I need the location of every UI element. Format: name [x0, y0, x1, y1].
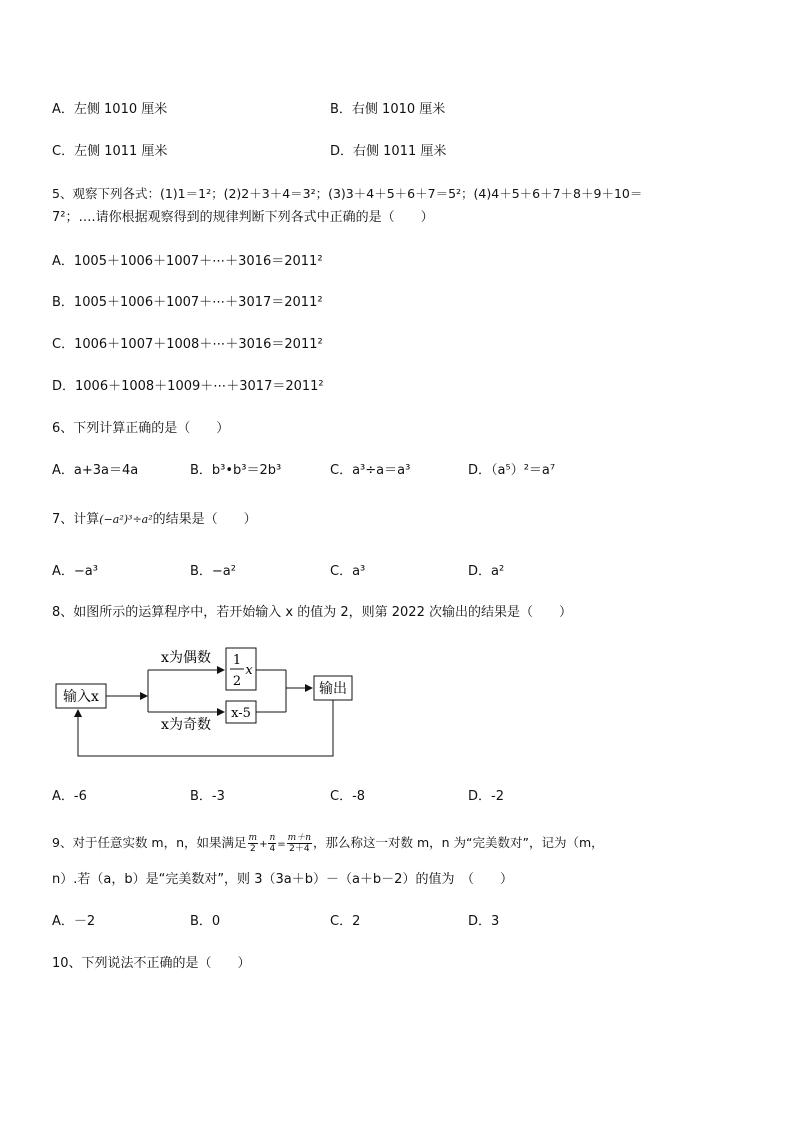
q8-flowchart: [50, 640, 360, 765]
q9-fraction-m2: [248, 833, 259, 854]
q4-option-c: [52, 142, 167, 162]
q5-stem-line2: 7²；….请你根据观察得到的规律判断下列各式中正确的是（ ）: [52, 210, 434, 225]
q7-option-b: B．−a²: [190, 564, 236, 579]
q4-option-a: [52, 100, 167, 120]
fraction-denominator: 2＋4: [289, 844, 310, 854]
q8-option-d: D．-2: [468, 789, 504, 804]
option-text: 右侧 1010 厘米: [351, 102, 446, 117]
q9-option-d: D．3: [468, 914, 500, 929]
q7-stem-prefix: 7、计算: [52, 512, 100, 527]
q7-option-c: C．a³: [330, 564, 366, 579]
q7-option-d: D．a²: [468, 564, 505, 579]
q5-option-b: B．1005＋1006＋1007＋⋯＋3017＝2011²: [52, 295, 323, 310]
half-denominator: 2: [232, 674, 242, 689]
q8-option-a: A．-6: [52, 789, 87, 804]
even-label: x为偶数: [161, 650, 211, 666]
odd-label: x为奇数: [161, 717, 211, 733]
q5-stem-line1: 5、观察下列各式：(1)1＝1²；(2)2＋3＋4＝3²；(3)3＋4＋5＋6＋7＝5²；(4)4＋5＋6＋7＋8＋9＋10＝: [52, 186, 643, 201]
q7-expression: (−a²)³÷a²: [99, 513, 153, 526]
q6-option-d: D．（a⁵）²＝a⁷: [468, 463, 556, 478]
q7-stem-suffix: 的结果是（ ）: [152, 512, 257, 527]
q7-option-a: A．−a³: [52, 564, 98, 579]
input-label: 输入x: [63, 689, 99, 705]
option-text: 左侧 1011 厘米: [74, 144, 168, 159]
q9-stem-line2: n）.若（a，b）是“完美数对”，则 3（3a＋b）－（a＋b－2）的值为 （ ）: [52, 872, 513, 887]
q9-option-b: B．0: [190, 914, 221, 929]
q9-option-c: C．2: [330, 914, 361, 929]
q9-option-a: A．－2: [52, 914, 96, 929]
option-text: 右侧 1011 厘米: [353, 144, 447, 159]
q9-prefix: 9、对于任意实数 m，n，如果满足: [52, 835, 247, 850]
equals-sign: =: [277, 839, 286, 850]
q9-fraction-n4: [268, 833, 276, 854]
option-letter: B．: [330, 102, 352, 117]
q6-stem: 6、下列计算正确的是（ ）: [52, 421, 230, 436]
q6-option-b: B．b³•b³＝2b³: [190, 463, 282, 478]
q9-stem-line1: [52, 833, 604, 855]
q9-suffix: ，那么称这一对数 m，n 为“完美数对”，记为（m，: [313, 835, 604, 850]
q8-option-c: C．-8: [330, 789, 366, 804]
half-variable: x: [245, 663, 253, 678]
fraction-numerator: m＋n: [287, 833, 311, 843]
q7-stem: [52, 510, 257, 530]
q4-option-b: [330, 100, 445, 120]
fraction-denominator: 4: [269, 844, 276, 854]
fraction-numerator: n: [269, 833, 276, 843]
q6-option-c: C．a³÷a＝a³: [330, 463, 411, 478]
q6-option-a: A．a+3a＝4a: [52, 463, 139, 478]
q4-option-d: [330, 142, 446, 162]
option-letter: D．: [330, 144, 354, 159]
q8-option-b: B．-3: [190, 789, 225, 804]
option-letter: A．: [52, 102, 74, 117]
option-letter: C．: [52, 144, 75, 159]
plus-sign: +: [259, 839, 268, 850]
fraction-denominator: 2: [249, 844, 256, 854]
q8-stem: 8、如图所示的运算程序中，若开始输入 x 的值为 2，则第 2022 次输出的结果是（ ）: [52, 605, 572, 620]
half-numerator: 1: [232, 653, 242, 668]
q5-option-d: D．1006＋1008＋1009＋⋯＋3017＝2011²: [52, 379, 324, 394]
fraction-numerator: m: [248, 833, 258, 843]
option-text: 左侧 1010 厘米: [73, 102, 168, 117]
q5-option-a: A．1005＋1006＋1007＋⋯＋3016＝2011²: [52, 254, 323, 269]
minus-label: x-5: [231, 706, 251, 721]
q5-option-c: C．1006＋1007＋1008＋⋯＋3016＝2011²: [52, 337, 323, 352]
q10-stem: 10、下列说法不正确的是（ ）: [52, 956, 251, 971]
output-label: 输出: [319, 681, 347, 697]
q9-fraction-sum: [287, 833, 312, 854]
